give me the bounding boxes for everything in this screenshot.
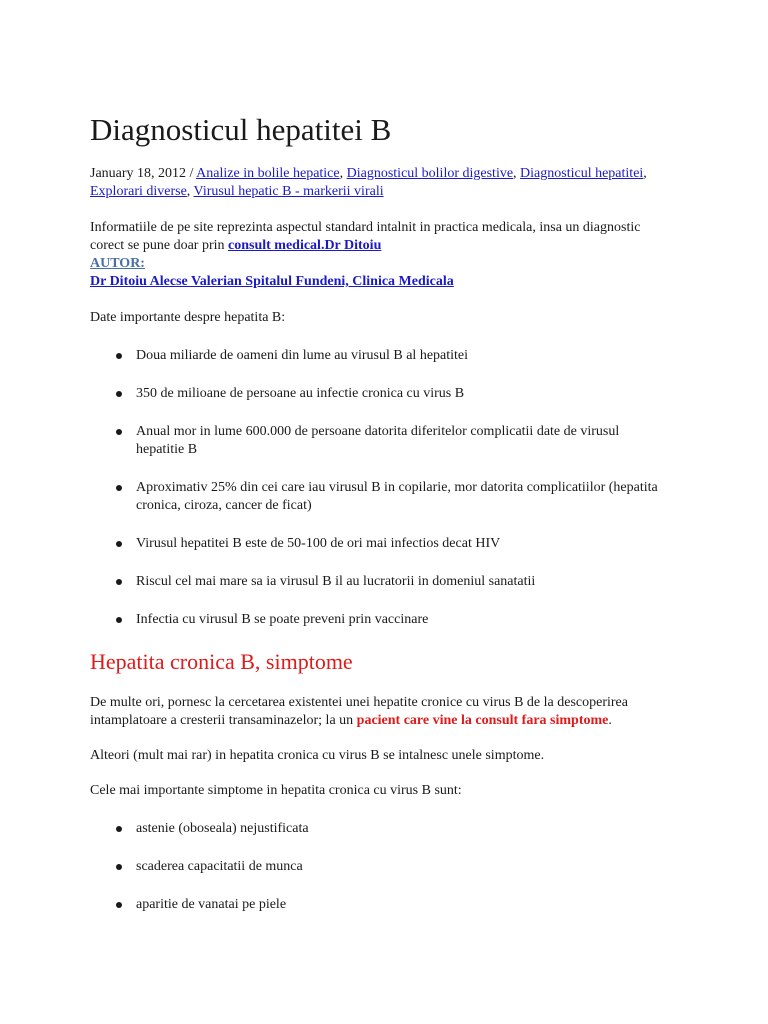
list-item: Virusul hepatitei B este de 50-100 de ori mai infectios decat HIV	[136, 535, 666, 553]
intro-paragraph	[90, 219, 650, 291]
highlight-text: pacient care vine la consult fara simptome	[356, 713, 609, 728]
article-date: January 18, 2012	[90, 166, 187, 181]
paragraph-end: .	[608, 713, 612, 728]
category-link-diagnosticul-hepatitei[interactable]: Diagnosticul hepatitei	[520, 166, 644, 181]
autor-label[interactable]: AUTOR:	[90, 256, 145, 271]
list-item: Infectia cu virusul B se poate preveni prin vaccinare	[136, 611, 666, 629]
article-title: Diagnosticul hepatitei B	[90, 112, 392, 147]
list-item: Anual mor in lume 600.000 de persoane datorita diferitelor complicatii date de virusul hepatitie B	[136, 423, 666, 459]
paragraph-text: De multe ori, pornesc la cercetarea existentei unei hepatite cronice cu virus B de la descoperirea intamplatoare a cresterii transaminazelor; la un	[90, 695, 628, 728]
article-meta: January 18, 2012 / Analize in bolile hepatice, Diagnosticul bolilor digestive, Diagnosticul hepatitei, Explorari diverse, Virusul hepatic B - markerii virali	[90, 166, 647, 199]
list-item: Riscul cel mai mare sa ia virusul B il au lucratorii in domeniul sanatatii	[136, 573, 666, 591]
consult-medical-link[interactable]: consult medical.Dr Ditoiu	[228, 238, 382, 253]
date-separator: /	[186, 166, 197, 181]
list-item: Doua miliarde de oameni din lume au virusul B al hepatitei	[136, 347, 666, 365]
list-item: aparitie de vanatai pe piele	[136, 896, 666, 914]
category-link-diagnosticul-bolilor[interactable]: Diagnosticul bolilor digestive	[346, 166, 514, 181]
paragraph-alteori: Alteori (mult mai rar) in hepatita cronica cu virus B se intalnesc unele simptome.	[90, 748, 545, 763]
autor-name-link[interactable]: Dr Ditoiu Alecse Valerian Spitalul Fundeni, Clinica Medicala	[90, 274, 454, 289]
category-link-virusul-hepatic[interactable]: Virusul hepatic B - markerii virali	[193, 184, 384, 199]
category-link-analize[interactable]: Analize in bolile hepatice	[196, 166, 340, 181]
list-item: astenie (oboseala) nejustificata	[136, 820, 666, 838]
paragraph-intro-hepatita	[90, 694, 650, 730]
list-item: Aproximativ 25% din cei care iau virusul B in copilarie, mor datorita complicatiilor (hepatita cronica, ciroza, cancer de ficat)	[136, 479, 666, 515]
intro-text: Informatiile de pe site reprezinta aspectul standard intalnit in practica medicala, insa un diagnostic corect se pune doar prin	[90, 220, 641, 253]
important-facts-heading: Date importante despre hepatita B:	[90, 310, 286, 325]
list-item: 350 de milioane de persoane au infectie cronica cu virus B	[136, 385, 666, 403]
symptoms-list	[136, 820, 666, 914]
section-title: Hepatita cronica B, simptome	[90, 649, 353, 674]
category-link-explorari[interactable]: Explorari diverse	[90, 184, 187, 199]
list-item: scaderea capacitatii de munca	[136, 858, 666, 876]
important-facts-list	[136, 347, 666, 629]
paragraph-simptome-intro: Cele mai importante simptome in hepatita cronica cu virus B sunt:	[90, 783, 462, 798]
